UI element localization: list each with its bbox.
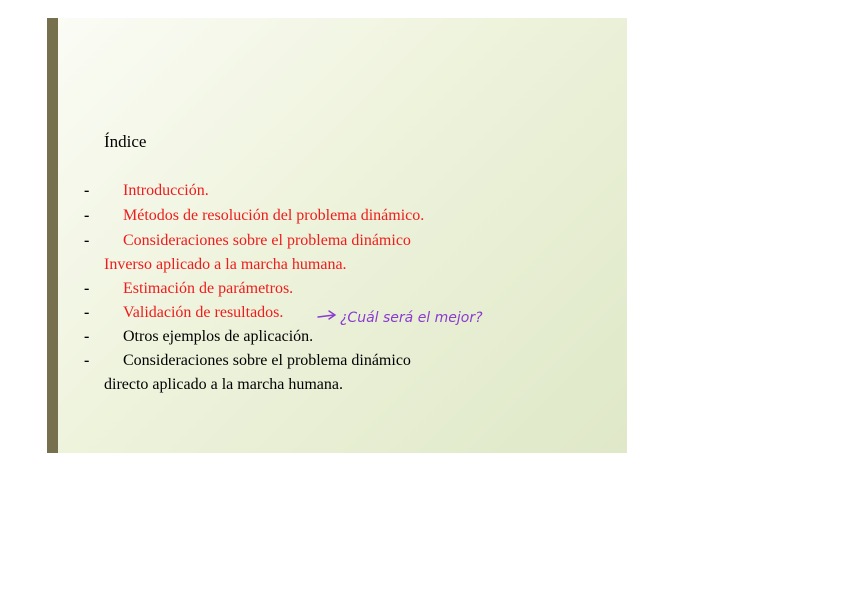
list-item-text: Métodos de resolución del problema dinámico. — [123, 207, 425, 224]
list-item-text: Otros ejemplos de aplicación. — [123, 328, 314, 345]
bullet-dash: - — [84, 207, 90, 224]
bullet-dash: - — [84, 304, 90, 321]
list-item-text: Introducción. — [123, 182, 209, 199]
list-item-continuation: Inverso aplicado a la marcha humana. — [104, 256, 347, 273]
bullet-dash: - — [84, 352, 90, 369]
handwritten-note-text: ¿Cuál será el mejor? — [340, 310, 483, 326]
bullet-dash: - — [84, 182, 90, 199]
list-item-text: Estimación de parámetros. — [123, 280, 294, 297]
list-item-text: Validación de resultados. — [123, 304, 284, 321]
list-item-text: Consideraciones sobre el problema dinámico — [123, 352, 411, 369]
slide-sidebar-bar — [47, 18, 58, 453]
list-item-text: Consideraciones sobre el problema dinámico — [123, 232, 411, 249]
list-item-continuation: directo aplicado a la marcha humana. — [104, 376, 343, 393]
slide-title: Índice — [104, 132, 147, 151]
bullet-dash: - — [84, 328, 90, 345]
arrow-icon — [318, 311, 335, 319]
bullet-dash: - — [84, 280, 90, 297]
slide — [47, 18, 627, 453]
handwritten-annotation — [316, 302, 512, 330]
bullet-dash: - — [84, 232, 90, 249]
